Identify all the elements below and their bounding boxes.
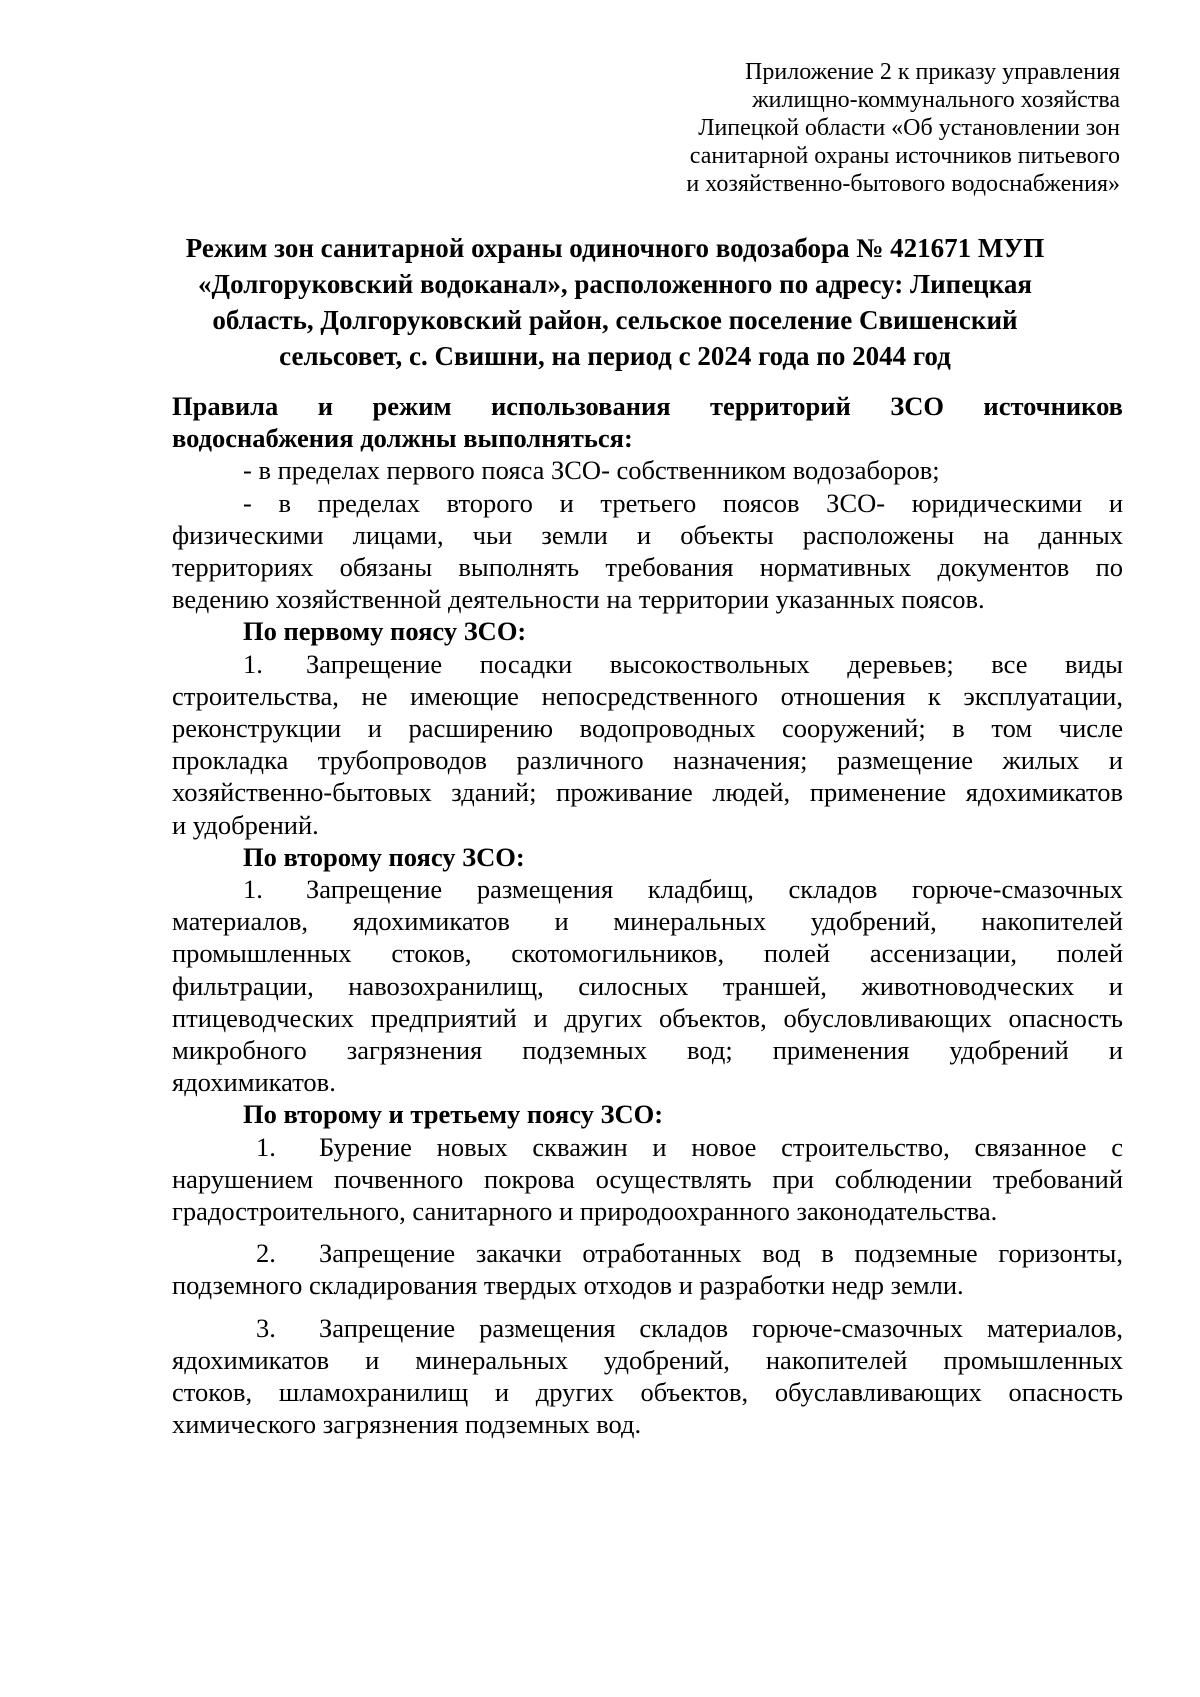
appendix-line: санитарной охраны источников питьевого — [689, 143, 1120, 169]
belt2-item-line: промышленных стоков, скотомогильников, полей ассенизации, полей — [172, 938, 1123, 969]
item-number: 3. — [256, 1312, 276, 1343]
title-line: «Долгоруковский водоканал», расположенного по адресу: Липецкая — [198, 269, 1032, 299]
item-number: 1. — [256, 1131, 276, 1162]
belt2-item-line: ядохимикатов. — [172, 1067, 336, 1098]
title-line: область, Долгоруковский район, сельское поселение Свишенский — [212, 305, 1018, 335]
belt2-item-line: фильтрации, навозохранилищ, силосных траншей, животноводческих и — [172, 970, 1123, 1001]
appendix-line: Липецкой области «Об установлении зон — [698, 115, 1120, 141]
rules-item-line: ведению хозяйственной деятельности на территории указанных поясов. — [172, 584, 985, 615]
belt23-item-line: 2. Запрещение закачки отработанных вод в подземные горизонты, — [256, 1238, 1123, 1269]
belt1-item-line: реконструкции и расширению водопроводных сооружений; в том числе — [172, 713, 1123, 744]
belt23-item-line: ядохимикатов и минеральных удобрений, накопителей промышленных — [172, 1344, 1123, 1375]
belt1-item-line: и удобрений. — [172, 809, 319, 840]
belt1-item-line: хозяйственно-бытовых зданий; проживание людей, применение ядохимикатов — [172, 777, 1123, 808]
rules-item-line: территориях обязаны выполнять требования нормативных документов по — [172, 552, 1123, 583]
rules-heading-line: Правила и режим использования территорий ЗСО источников — [172, 391, 1123, 421]
item-number: 2. — [256, 1238, 276, 1269]
belt23-item-line: подземного складирования твердых отходов и разработки недр земли. — [172, 1270, 964, 1301]
belt1-item-line: прокладка трубопроводов различного назначения; размещение жилых и — [172, 745, 1123, 776]
rules-item-line: - в пределах второго и третьего поясов ЗСО- юридическими и — [243, 487, 1123, 518]
rules-item-line: физическими лицами, чьи земли и объекты расположены на данных — [172, 519, 1123, 550]
belt2-item-line: микробного загрязнения подземных вод; применения удобрений и — [172, 1035, 1123, 1066]
belt23-item-line: стоков, шламохранилищ и других объектов, обуславливающих опасность — [172, 1377, 1123, 1408]
belt23-item-line: нарушением почвенного покрова осуществлять при соблюдении требований — [172, 1163, 1123, 1194]
belt23-item-line: 3. Запрещение размещения складов горюче-смазочных материалов, — [256, 1312, 1123, 1343]
appendix-line: и хозяйственно-бытового водоснабжения» — [686, 171, 1120, 197]
belt23-item-line: 1. Бурение новых скважин и новое строительство, связанное с — [256, 1131, 1123, 1162]
document-title — [150, 230, 1080, 374]
belt2-item-line: материалов, ядохимикатов и минеральных удобрений, накопителей — [172, 906, 1123, 937]
appendix-line: Приложение 2 к приказу управления — [745, 59, 1120, 85]
title-line: Режим зон санитарной охраны одиночного водозабора № 421671 МУП — [185, 233, 1045, 263]
item-number: 1. — [243, 874, 263, 905]
belt1-item-line: строительства, не имеющие непосредственного отношения к эксплуатации, — [172, 680, 1123, 711]
belt1-item-line: 1. Запрещение посадки высокоствольных деревьев; все виды — [243, 648, 1123, 679]
belt23-heading: По второму и третьему поясу ЗСО: — [243, 1099, 664, 1130]
belt2-item-line: 1. Запрещение размещения кладбищ, складов горюче-смазочных — [243, 874, 1123, 905]
item-number: 1. — [243, 648, 263, 679]
belt1-heading: По первому поясу ЗСО: — [243, 616, 527, 647]
belt23-item-line: химического загрязнения подземных вод. — [172, 1409, 642, 1440]
document-body — [172, 390, 1123, 1441]
belt2-item-line: птицеводческих предприятий и других объектов, обусловливающих опасность — [172, 1002, 1123, 1033]
title-line: сельсовет, с. Свишни, на период с 2024 года по 2044 год — [279, 341, 951, 371]
appendix-note — [560, 58, 1120, 198]
appendix-line: жилищно-коммунального хозяйства — [752, 87, 1120, 113]
belt2-heading: По второму поясу ЗСО: — [243, 841, 525, 872]
rules-item-first-belt: - в пределах первого пояса ЗСО- собственником водозаборов; — [243, 455, 940, 486]
belt23-item-line: градостроительного, санитарного и природоохранного законодательства. — [172, 1196, 998, 1227]
rules-heading-line: водоснабжения должны выполняться: — [172, 423, 633, 454]
